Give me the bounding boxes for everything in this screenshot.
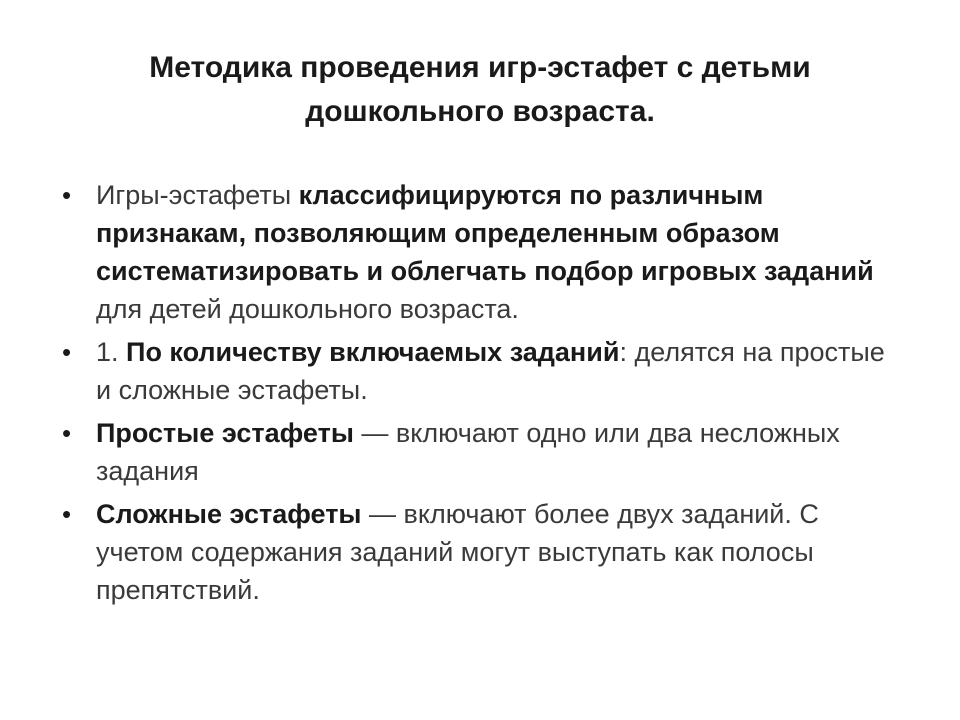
bullet-dot-icon: • xyxy=(62,418,72,448)
bullet-text-regular: для детей дошкольного возраста. xyxy=(96,294,519,324)
bullet-text-regular: — включают более двух заданий. С учетом содержания заданий могут выступать как полосы препятствий. xyxy=(96,499,819,605)
slide-title xyxy=(60,46,900,134)
bullet-text-regular: 1. xyxy=(96,337,127,367)
bullet-item-by-task-count xyxy=(62,333,902,409)
bullet-dot-icon: • xyxy=(62,499,72,529)
bullet-list xyxy=(62,176,902,614)
bullet-item-classification xyxy=(62,176,902,328)
bullet-text-regular: : делятся на простые и сложные эстафеты. xyxy=(96,337,885,405)
bullet-text-bold: классифицируются по различным признакам, позволяющим определенным образом систематизировать и облегчать подбор игровых заданий xyxy=(96,180,874,286)
bullet-text-bold: По количеству включаемых заданий xyxy=(126,337,620,367)
bullet-dot-icon: • xyxy=(62,180,72,210)
slide-title-line-1: Методика проведения игр-эстафет с детьми xyxy=(149,51,811,84)
bullet-item-complex-relays xyxy=(62,495,902,609)
bullet-item-simple-relays xyxy=(62,414,902,490)
bullet-text-bold: Простые эстафеты xyxy=(96,418,354,448)
bullet-dot-icon: • xyxy=(62,337,72,367)
slide-title-line-2: дошкольного возраста. xyxy=(305,95,655,128)
bullet-text-bold: Сложные эстафеты xyxy=(96,499,362,529)
bullet-text-regular: Игры-эстафеты xyxy=(96,180,299,210)
bullet-text-regular: — включают одно или два несложных задания xyxy=(96,418,840,486)
